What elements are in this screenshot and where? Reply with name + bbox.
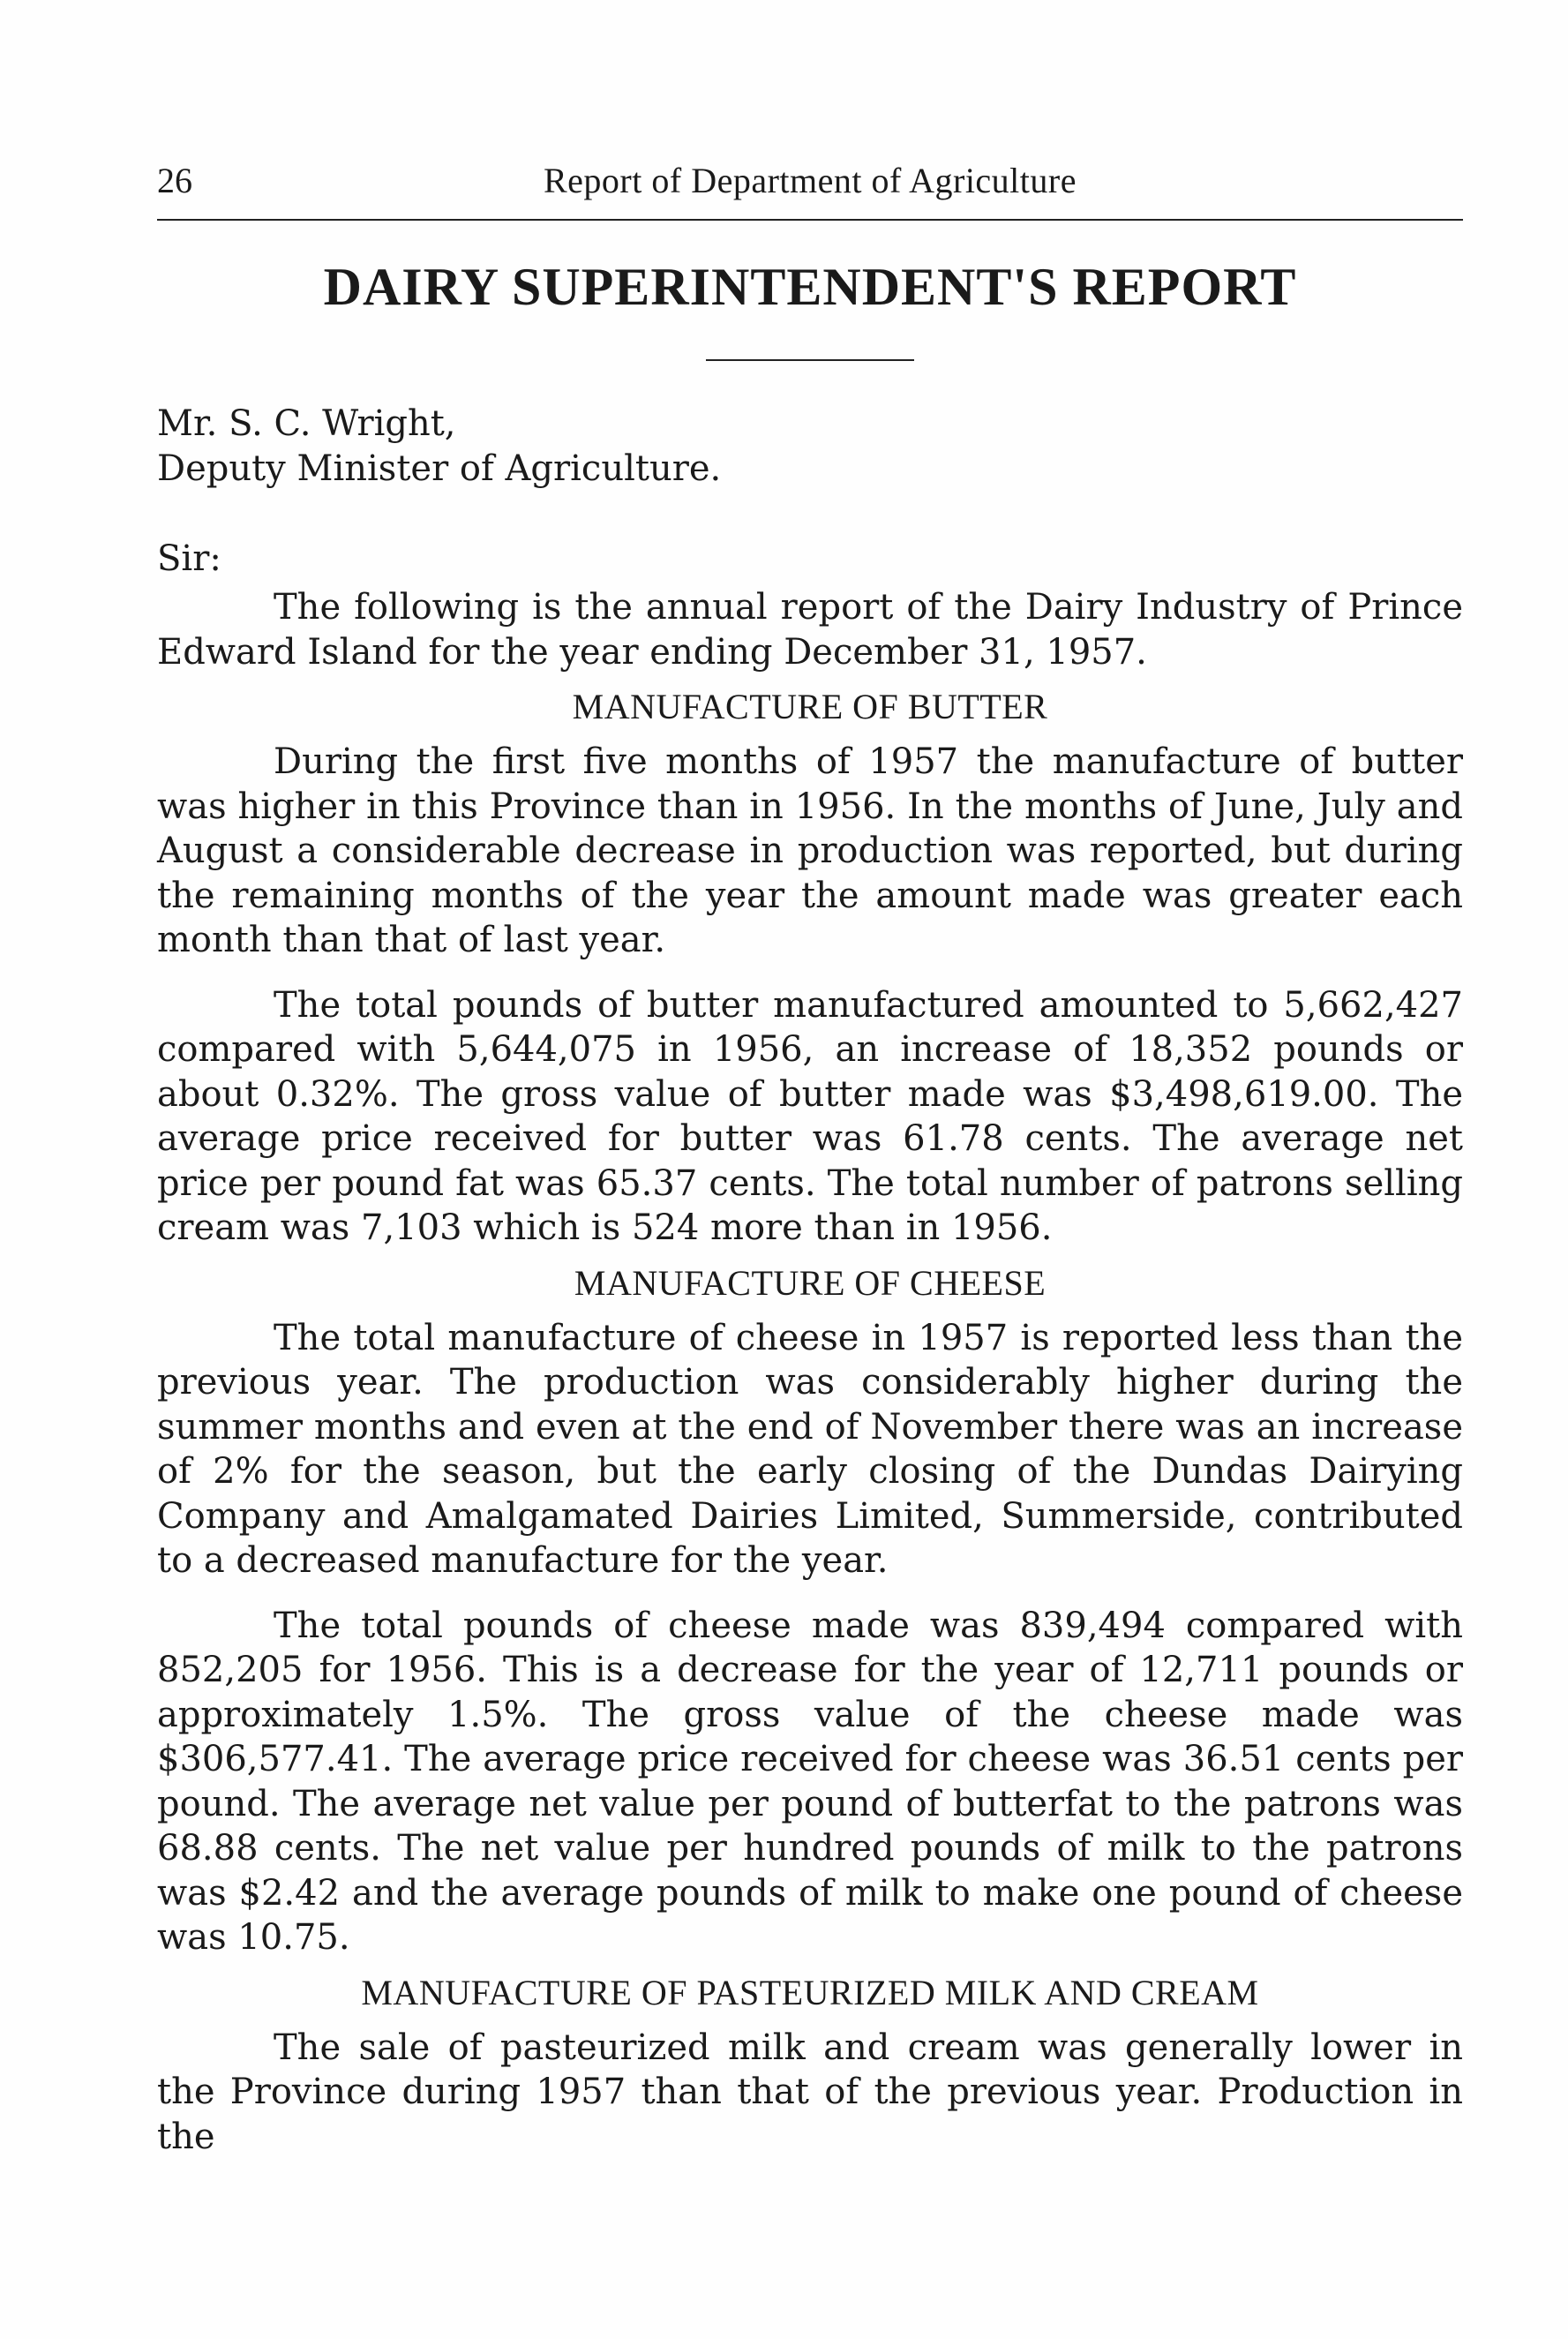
addressee-title: Deputy Minister of Agriculture. xyxy=(157,448,722,489)
section-heading-butter: MANUFACTURE OF BUTTER xyxy=(572,687,1048,726)
running-title: Report of Department of Agriculture xyxy=(544,161,1077,200)
cheese-paragraph-2: The total pounds of cheese made was 839,494 compared with 852,205 for 1956. This is a decrease for the year of 12,711 pounds or approximately 1.5%. The gross value of the cheese made was $306,577.41. The average price received for cheese was 36.51 cents per pound. The average net value per pound of butterfat to the patrons was 68.88 cents. The net value per hundred pounds of milk to the patrons was $2.42 and the average pounds of milk to make one pound of cheese was 10.75. xyxy=(157,1605,1463,1958)
addressee-name: Mr. S. C. Wright, xyxy=(157,403,456,444)
addressee-block xyxy=(157,402,721,492)
butter-paragraph-2: The total pounds of butter manufactured amounted to 5,662,427 compared with 5,644,075 in 1956, an increase of 18,352 pounds or about 0.32%. The gross value of butter made was $3,498,619.00. The average price received for butter was 61.78 cents. The average net price per pound fat was 65.37 cents. The total number of patrons selling cream was 7,103 which is 524 more than in 1956. xyxy=(157,984,1463,1248)
cheese-paragraph-1: The total manufacture of cheese in 1957 is reported less than the previous year. The production was considerably higher during the summer months and even at the end of November there was an increase of 2% for the season, but the early closing of the Dundas Dairying Company and Amalgamated Dairies Limited, Summerside, contributed to a decreased manufacture for the year. xyxy=(157,1317,1463,1581)
page-header xyxy=(157,159,1463,203)
salutation: Sir: xyxy=(157,538,221,579)
page-number: 26 xyxy=(157,161,192,200)
header-rule xyxy=(157,219,1463,221)
title-rule xyxy=(706,359,914,361)
paragraph-gap xyxy=(157,1583,1463,1604)
report-title: DAIRY SUPERINTENDENT'S REPORT xyxy=(323,258,1297,316)
butter-paragraph-1: During the first five months of 1957 the manufacture of butter was higher in this Province than in 1956. In the months of June, July and August a considerable decrease in production was reported, but during the remaining months of the year the amount made was greater each month than that of last year. xyxy=(157,741,1463,960)
report-body xyxy=(157,585,1463,2159)
paragraph-gap xyxy=(157,963,1463,983)
pasteurized-paragraph-1: The sale of pasteurized milk and cream was generally lower in the Province during 1957 than that of the previous year. Production in the xyxy=(157,2027,1463,2157)
section-heading-pasteurized: MANUFACTURE OF PASTEURIZED MILK AND CREAM xyxy=(361,1972,1259,2012)
intro-paragraph: The following is the annual report of the Dairy Industry of Prince Edward Island for the year ending December 31, 1957. xyxy=(157,587,1463,673)
section-heading-cheese: MANUFACTURE OF CHEESE xyxy=(574,1262,1047,1303)
